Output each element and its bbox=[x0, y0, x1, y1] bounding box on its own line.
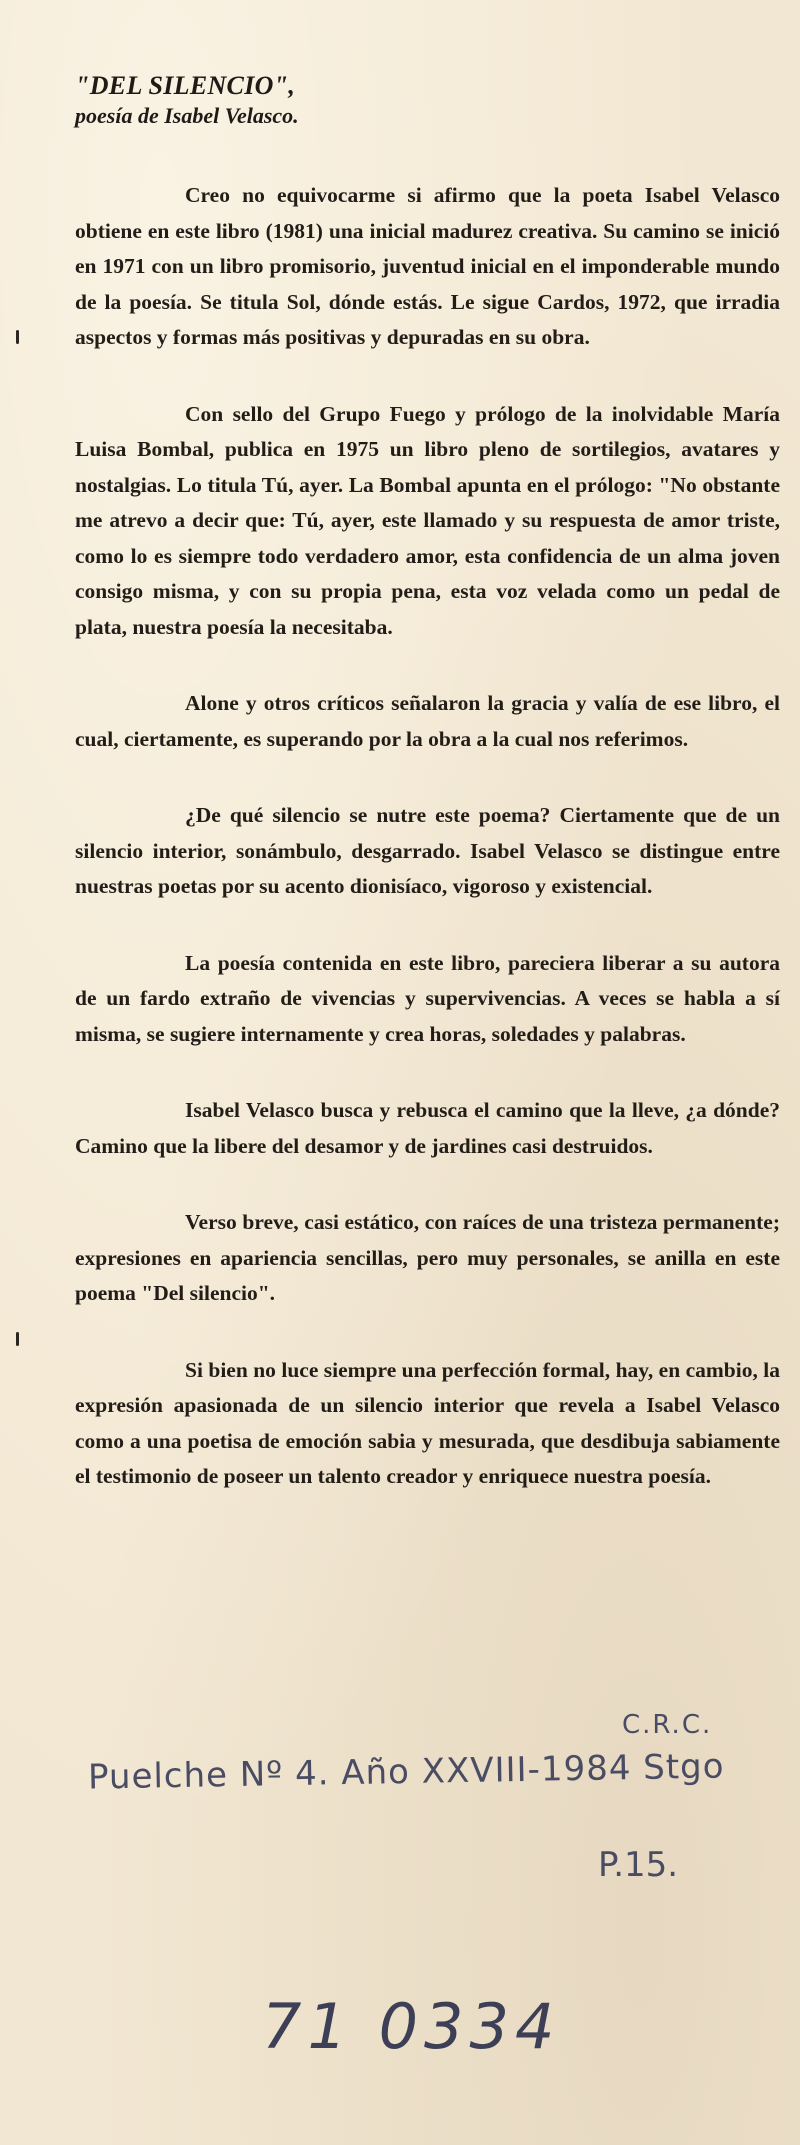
heading bbox=[75, 70, 695, 130]
paragraph: Alone y otros críticos señalaron la gracia y valía de ese libro, el cual, ciertamente, es superando por la obra a la cual nos referimos. bbox=[75, 691, 780, 751]
margin-mark bbox=[16, 1332, 19, 1346]
handwritten-citation: Puelche Nº 4. Año XXVIII-1984 Stgo bbox=[87, 1746, 725, 1798]
document-title: "DEL SILENCIO", bbox=[75, 71, 296, 100]
paragraph: Con sello del Grupo Fuego y prólogo de la inolvidable María Luisa Bombal, publica en 1975 un libro pleno de sortilegios, avatares y nostalgias. Lo titula Tú, ayer. La Bombal apunta en el prólogo: "No obstante me atrevo a decir que: Tú, ayer, este llamado y su respuesta de amor triste, como lo es siempre todo verdadero amor, esta confidencia de un alma joven consigo misma, y con su propia pena, esta voz velada como un pedal de plata, nuestra poesía la necesitaba. bbox=[75, 401, 780, 639]
paragraph: Verso breve, casi estático, con raíces de una tristeza permanente; expresiones en apariencia sencillas, pero muy personales, se anilla en este poema "Del silencio". bbox=[75, 1210, 780, 1305]
paragraph: Creo no equivocarme si afirmo que la poeta Isabel Velasco obtiene en este libro (1981) una inicial madurez creativa. Su camino se inició en 1971 con un libro promisorio, juventud inicial en el imponderable mundo de la poesía. Se titula Sol, dónde estás. Le sigue Cardos, 1972, que irradia aspectos y formas más positivas y depuradas en su obra. bbox=[75, 183, 780, 349]
paragraph: La poesía contenida en este libro, pareciera liberar a su autora de un fardo extraño de vivencias y supervivencias. A veces se habla a sí misma, se sugiere internamente y crea horas, soledades y palabras. bbox=[75, 950, 780, 1046]
handwritten-page-number: P.15. bbox=[598, 1845, 679, 1885]
author-initials: C.R.C. bbox=[622, 1710, 713, 1740]
margin-mark bbox=[16, 330, 19, 344]
paragraph: Si bien no luce siempre una perfección formal, hay, en cambio, la expresión apasionada de un silencio interior que revela a Isabel Velasco como a una poetisa de emoción sabia y mesurada, que desdibuja sabiamente el testimonio de poseer un talento creador y enriquece nuestra poesía. bbox=[75, 1357, 780, 1488]
paragraph: Isabel Velasco busca y rebusca el camino que la lleve, ¿a dónde? Camino que la libere del desamor y de jardines casi destruidos. bbox=[75, 1098, 780, 1158]
paragraph: ¿De qué silencio se nutre este poema? Ciertamente que de un silencio interior, sonámbulo, desgarrado. Isabel Velasco se distingue entre nuestras poetas por su acento dionisíaco, vigoroso y existencial. bbox=[75, 803, 780, 898]
article-body bbox=[75, 178, 780, 1495]
handwritten-archive-code: 71 0334 bbox=[262, 1990, 561, 2063]
document-subtitle: poesía de Isabel Velasco. bbox=[75, 103, 299, 128]
